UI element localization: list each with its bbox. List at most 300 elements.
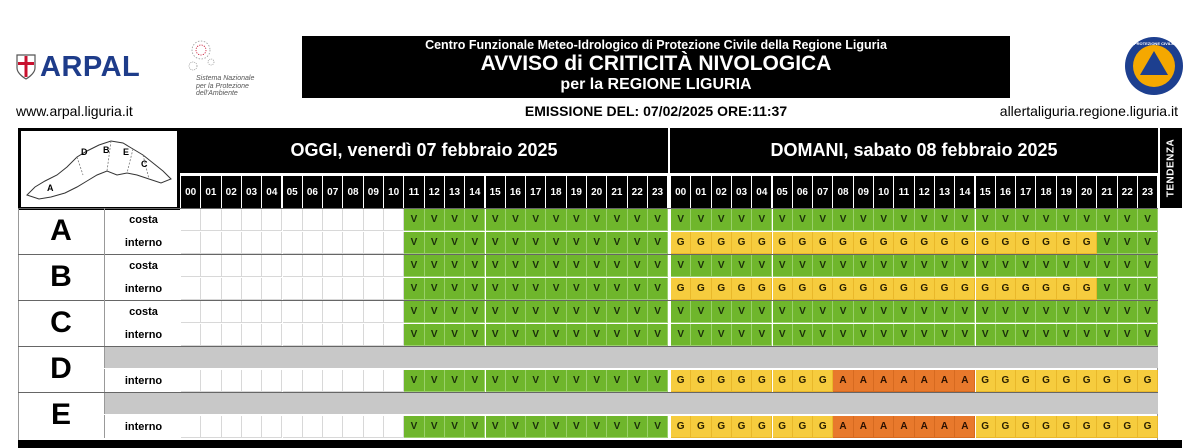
cell-b-costa-tomorrow-19: V (1057, 255, 1077, 277)
cell-e-interno-tomorrow-13: A (935, 416, 955, 438)
cell-a-interno-today-07 (323, 232, 343, 254)
cell-b-interno-tomorrow-15: G (976, 278, 996, 300)
cell-b-costa-today-13: V (445, 255, 465, 277)
cell-c-interno-today-06 (303, 324, 323, 346)
hour-header-today-08: 08 (343, 176, 362, 208)
zone-b-interno-label: interno (104, 277, 182, 300)
cell-a-interno-today-21: V (607, 232, 627, 254)
cell-e-interno-today-12: V (425, 416, 445, 438)
hour-header-today-22: 22 (628, 176, 647, 208)
cell-c-interno-tomorrow-11: V (894, 324, 914, 346)
map-label-a: A (47, 183, 54, 193)
cell-c-costa-today-05 (283, 301, 303, 323)
cell-a-costa-today-17: V (526, 209, 546, 231)
cell-a-interno-tomorrow-23: V (1138, 232, 1158, 254)
cell-b-costa-today-14: V (465, 255, 485, 277)
hour-header-tomorrow-17: 17 (1016, 176, 1035, 208)
cell-a-interno-today-18: V (546, 232, 566, 254)
cell-d-interno-tomorrow-19: G (1057, 370, 1077, 392)
cell-a-interno-tomorrow-14: G (955, 232, 975, 254)
cell-d-interno-tomorrow-07: G (813, 370, 833, 392)
cell-c-interno-tomorrow-19: V (1057, 324, 1077, 346)
cell-c-interno-today-04 (262, 324, 282, 346)
cell-d-interno-tomorrow-13: A (935, 370, 955, 392)
hour-header-today-03: 03 (242, 176, 261, 208)
cell-a-interno-today-02 (222, 232, 242, 254)
hour-header-tomorrow-07: 07 (813, 176, 832, 208)
zone-letter-c: C (50, 306, 72, 339)
cell-a-costa-today-07 (323, 209, 343, 231)
cell-b-interno-tomorrow-13: G (935, 278, 955, 300)
cell-a-costa-today-12: V (425, 209, 445, 231)
cell-a-costa-today-06 (303, 209, 323, 231)
cell-d-interno-today-13: V (445, 370, 465, 392)
cell-c-interno-today-12: V (425, 324, 445, 346)
cell-e-interno-tomorrow-23: G (1138, 416, 1158, 438)
cell-b-costa-today-06 (303, 255, 323, 277)
cell-e-interno-today-07 (323, 416, 343, 438)
cell-a-costa-tomorrow-22: V (1118, 209, 1138, 231)
cell-e-interno-tomorrow-19: G (1057, 416, 1077, 438)
cell-e-interno-tomorrow-12: A (915, 416, 935, 438)
cell-c-interno-today-15: V (486, 324, 506, 346)
cell-a-costa-today-08 (343, 209, 363, 231)
hour-header-tomorrow-08: 08 (833, 176, 852, 208)
cell-d-interno-today-04 (262, 370, 282, 392)
cell-e-interno-today-23: V (648, 416, 668, 438)
cell-c-costa-tomorrow-17: V (1016, 301, 1036, 323)
cell-a-interno-today-11: V (404, 232, 424, 254)
cell-c-interno-tomorrow-21: V (1097, 324, 1117, 346)
cell-b-interno-tomorrow-16: G (996, 278, 1016, 300)
cell-b-costa-today-07 (323, 255, 343, 277)
cell-c-costa-today-22: V (628, 301, 648, 323)
cell-c-interno-tomorrow-08: V (833, 324, 853, 346)
hour-header-tomorrow-14: 14 (955, 176, 974, 208)
cell-b-costa-today-04 (262, 255, 282, 277)
cell-c-costa-tomorrow-04: V (752, 301, 772, 323)
zone-c-costa-label: costa (104, 300, 182, 323)
cell-b-interno-today-10 (384, 278, 404, 300)
cell-b-interno-tomorrow-05: G (773, 278, 793, 300)
cell-a-costa-tomorrow-09: V (854, 209, 874, 231)
cell-b-interno-tomorrow-01: G (691, 278, 711, 300)
cell-c-interno-tomorrow-18: V (1036, 324, 1056, 346)
hour-header-today-13: 13 (445, 176, 464, 208)
cell-e-interno-today-03 (242, 416, 262, 438)
cell-b-costa-tomorrow-18: V (1036, 255, 1056, 277)
cell-a-costa-today-22: V (628, 209, 648, 231)
cell-b-costa-today-11: V (404, 255, 424, 277)
cell-a-interno-today-10 (384, 232, 404, 254)
cell-e-interno-tomorrow-21: G (1097, 416, 1117, 438)
cell-d-interno-today-05 (283, 370, 303, 392)
cell-b-interno-tomorrow-09: G (854, 278, 874, 300)
cell-a-costa-tomorrow-16: V (996, 209, 1016, 231)
cell-c-costa-today-14: V (465, 301, 485, 323)
cell-b-costa-today-12: V (425, 255, 445, 277)
cell-e-interno-tomorrow-22: G (1118, 416, 1138, 438)
cell-e-interno-tomorrow-05: G (773, 416, 793, 438)
cell-a-interno-today-08 (343, 232, 363, 254)
cell-c-costa-today-00 (181, 301, 201, 323)
cell-c-interno-tomorrow-17: V (1016, 324, 1036, 346)
cell-c-costa-today-18: V (546, 301, 566, 323)
cell-a-interno-tomorrow-20: G (1077, 232, 1097, 254)
cell-b-interno-tomorrow-04: G (752, 278, 772, 300)
cell-c-costa-today-17: V (526, 301, 546, 323)
cell-b-costa-today-20: V (587, 255, 607, 277)
hour-header-today-17: 17 (526, 176, 545, 208)
cell-a-costa-tomorrow-03: V (732, 209, 752, 231)
cell-a-interno-today-15: V (486, 232, 506, 254)
cell-b-costa-today-00 (181, 255, 201, 277)
cell-e-interno-today-15: V (486, 416, 506, 438)
cell-c-interno-today-00 (181, 324, 201, 346)
zone-letter-e: E (50, 398, 71, 431)
hour-header-today-14: 14 (465, 176, 484, 208)
cell-c-costa-today-04 (262, 301, 282, 323)
hour-header-today-21: 21 (607, 176, 626, 208)
bulletin-title-box (302, 36, 1010, 98)
cell-a-interno-tomorrow-06: G (793, 232, 813, 254)
cell-d-interno-tomorrow-20: G (1077, 370, 1097, 392)
cell-e-interno-tomorrow-07: G (813, 416, 833, 438)
cell-c-interno-tomorrow-22: V (1118, 324, 1138, 346)
cell-b-costa-tomorrow-21: V (1097, 255, 1117, 277)
cell-c-costa-tomorrow-23: V (1138, 301, 1158, 323)
cell-b-costa-tomorrow-12: V (915, 255, 935, 277)
bottom-divider (18, 440, 1182, 448)
hour-header-tomorrow-03: 03 (732, 176, 751, 208)
cell-a-costa-today-02 (222, 209, 242, 231)
cell-c-costa-today-03 (242, 301, 262, 323)
cell-e-interno-today-05 (283, 416, 303, 438)
cell-e-interno-today-10 (384, 416, 404, 438)
cell-c-costa-tomorrow-01: V (691, 301, 711, 323)
cell-b-interno-tomorrow-06: G (793, 278, 813, 300)
cell-c-interno-today-08 (343, 324, 363, 346)
cell-a-costa-today-01 (201, 209, 221, 231)
cell-c-interno-tomorrow-15: V (976, 324, 996, 346)
hour-header-tomorrow-13: 13 (935, 176, 954, 208)
cell-b-costa-tomorrow-04: V (752, 255, 772, 277)
cell-c-interno-today-17: V (526, 324, 546, 346)
cell-c-costa-today-09 (364, 301, 384, 323)
cell-a-interno-today-00 (181, 232, 201, 254)
cell-e-interno-tomorrow-08: A (833, 416, 853, 438)
hour-header-today-23: 23 (648, 176, 667, 208)
hour-header-tomorrow-20: 20 (1077, 176, 1096, 208)
hour-header-tomorrow-05: 05 (773, 176, 792, 208)
cell-a-interno-today-09 (364, 232, 384, 254)
cell-d-interno-today-23: V (648, 370, 668, 392)
cell-b-costa-today-02 (222, 255, 242, 277)
cell-d-interno-today-14: V (465, 370, 485, 392)
cell-b-interno-today-00 (181, 278, 201, 300)
hour-header-tomorrow-10: 10 (874, 176, 893, 208)
cell-e-interno-today-02 (222, 416, 242, 438)
cell-b-costa-tomorrow-13: V (935, 255, 955, 277)
cell-b-interno-tomorrow-07: G (813, 278, 833, 300)
cell-d-interno-today-06 (303, 370, 323, 392)
cell-a-costa-tomorrow-17: V (1016, 209, 1036, 231)
cell-b-interno-today-08 (343, 278, 363, 300)
cell-b-interno-today-01 (201, 278, 221, 300)
cell-c-interno-today-18: V (546, 324, 566, 346)
cell-c-costa-tomorrow-16: V (996, 301, 1016, 323)
cell-e-interno-today-14: V (465, 416, 485, 438)
cell-a-costa-tomorrow-00: V (671, 209, 691, 231)
cell-a-interno-tomorrow-13: G (935, 232, 955, 254)
cell-a-interno-tomorrow-21: V (1097, 232, 1117, 254)
cell-d-interno-today-10 (384, 370, 404, 392)
cell-c-interno-tomorrow-10: V (874, 324, 894, 346)
cell-b-interno-tomorrow-12: G (915, 278, 935, 300)
cell-c-interno-today-09 (364, 324, 384, 346)
cell-d-interno-tomorrow-14: A (955, 370, 975, 392)
cell-b-costa-tomorrow-09: V (854, 255, 874, 277)
emission-datetime: EMISSIONE DEL: 07/02/2025 ORE:11:37 (524, 103, 788, 119)
cell-e-interno-today-17: V (526, 416, 546, 438)
cell-d-interno-today-07 (323, 370, 343, 392)
cell-b-interno-tomorrow-02: G (712, 278, 732, 300)
cell-c-costa-today-13: V (445, 301, 465, 323)
cell-d-interno-tomorrow-01: G (691, 370, 711, 392)
cell-b-interno-today-16: V (506, 278, 526, 300)
cell-c-interno-today-20: V (587, 324, 607, 346)
cell-e-interno-tomorrow-16: G (996, 416, 1016, 438)
cell-a-costa-tomorrow-13: V (935, 209, 955, 231)
arpal-logo-text: ARPAL (40, 51, 141, 83)
hour-header-today-05: 05 (283, 176, 302, 208)
cell-c-interno-tomorrow-07: V (813, 324, 833, 346)
allerta-website-link[interactable]: allertaliguria.regione.liguria.it (999, 103, 1178, 119)
hour-header-tomorrow-22: 22 (1118, 176, 1137, 208)
cell-b-costa-tomorrow-10: V (874, 255, 894, 277)
cell-a-costa-today-13: V (445, 209, 465, 231)
cell-a-costa-today-18: V (546, 209, 566, 231)
cell-a-costa-tomorrow-20: V (1077, 209, 1097, 231)
cell-e-interno-today-00 (181, 416, 201, 438)
zone-b-costa-label: costa (104, 254, 182, 277)
cell-d-interno-tomorrow-04: G (752, 370, 772, 392)
cell-b-interno-today-13: V (445, 278, 465, 300)
hour-header-tomorrow-09: 09 (854, 176, 873, 208)
cell-b-costa-today-05 (283, 255, 303, 277)
cell-b-costa-tomorrow-05: V (773, 255, 793, 277)
cell-c-interno-tomorrow-04: V (752, 324, 772, 346)
cell-a-costa-tomorrow-06: V (793, 209, 813, 231)
cell-a-costa-tomorrow-12: V (915, 209, 935, 231)
cell-e-interno-today-19: V (567, 416, 587, 438)
zone-d-no-coast-band (104, 347, 1158, 368)
cell-a-interno-today-12: V (425, 232, 445, 254)
hour-header-tomorrow-23: 23 (1138, 176, 1157, 208)
hour-header-today-01: 01 (201, 176, 220, 208)
cell-b-costa-today-09 (364, 255, 384, 277)
cell-c-costa-tomorrow-10: V (874, 301, 894, 323)
hour-header-tomorrow-11: 11 (894, 176, 913, 208)
pc-logo-text: PROTEZIONE CIVILE (1133, 41, 1175, 46)
cell-d-interno-today-15: V (486, 370, 506, 392)
cell-a-costa-today-00 (181, 209, 201, 231)
cell-c-interno-tomorrow-16: V (996, 324, 1016, 346)
cell-d-interno-tomorrow-08: A (833, 370, 853, 392)
cell-c-costa-tomorrow-00: V (671, 301, 691, 323)
cell-a-interno-today-06 (303, 232, 323, 254)
cell-c-costa-tomorrow-09: V (854, 301, 874, 323)
day-header-tomorrow: DOMANI, sabato 08 febbraio 2025 (670, 128, 1158, 173)
map-label-e: E (123, 147, 130, 157)
cell-a-costa-tomorrow-19: V (1057, 209, 1077, 231)
trend-column-header (1160, 128, 1182, 208)
zone-letter-d: D (50, 352, 72, 385)
cell-b-costa-tomorrow-06: V (793, 255, 813, 277)
cell-c-interno-today-03 (242, 324, 262, 346)
zone-map (18, 128, 180, 210)
cell-c-costa-tomorrow-12: V (915, 301, 935, 323)
cell-b-interno-today-12: V (425, 278, 445, 300)
cell-b-interno-today-23: V (648, 278, 668, 300)
hour-header-today-06: 06 (303, 176, 322, 208)
cell-d-interno-tomorrow-21: G (1097, 370, 1117, 392)
cell-a-interno-tomorrow-19: G (1057, 232, 1077, 254)
cell-b-interno-today-15: V (486, 278, 506, 300)
cell-b-interno-tomorrow-14: G (955, 278, 975, 300)
cell-a-interno-tomorrow-18: G (1036, 232, 1056, 254)
cell-d-interno-tomorrow-18: G (1036, 370, 1056, 392)
cell-b-interno-tomorrow-08: G (833, 278, 853, 300)
cell-c-costa-today-15: V (486, 301, 506, 323)
cell-e-interno-today-22: V (628, 416, 648, 438)
cell-d-interno-tomorrow-17: G (1016, 370, 1036, 392)
cell-b-costa-today-18: V (546, 255, 566, 277)
cell-d-interno-today-19: V (567, 370, 587, 392)
cell-a-interno-tomorrow-08: G (833, 232, 853, 254)
cell-a-costa-today-10 (384, 209, 404, 231)
cell-a-costa-tomorrow-04: V (752, 209, 772, 231)
cell-c-interno-today-23: V (648, 324, 668, 346)
cell-d-interno-tomorrow-11: A (894, 370, 914, 392)
cell-c-interno-tomorrow-02: V (712, 324, 732, 346)
map-label-b: B (103, 145, 110, 155)
cell-a-interno-tomorrow-04: G (752, 232, 772, 254)
cell-c-interno-tomorrow-06: V (793, 324, 813, 346)
cell-a-interno-tomorrow-15: G (976, 232, 996, 254)
hour-header-today-15: 15 (486, 176, 505, 208)
cell-a-interno-today-22: V (628, 232, 648, 254)
cell-a-costa-today-11: V (404, 209, 424, 231)
liguria-map-icon (21, 131, 177, 207)
cell-b-interno-today-06 (303, 278, 323, 300)
cell-e-interno-tomorrow-15: G (976, 416, 996, 438)
cell-c-interno-tomorrow-01: V (691, 324, 711, 346)
protezione-civile-logo-icon (1124, 36, 1184, 96)
zone-e-no-coast-band (104, 393, 1158, 414)
cell-c-interno-tomorrow-05: V (773, 324, 793, 346)
arpal-website-link[interactable]: www.arpal.liguria.it (16, 103, 133, 119)
cell-d-interno-today-22: V (628, 370, 648, 392)
cell-b-costa-today-21: V (607, 255, 627, 277)
cell-c-interno-tomorrow-23: V (1138, 324, 1158, 346)
cell-b-interno-tomorrow-10: G (874, 278, 894, 300)
cell-a-interno-tomorrow-12: G (915, 232, 935, 254)
cell-d-interno-today-02 (222, 370, 242, 392)
zone-letter-a: A (50, 214, 72, 247)
cell-a-interno-tomorrow-01: G (691, 232, 711, 254)
cell-a-interno-today-16: V (506, 232, 526, 254)
cell-a-costa-today-03 (242, 209, 262, 231)
cell-c-interno-tomorrow-00: V (671, 324, 691, 346)
cell-c-costa-tomorrow-05: V (773, 301, 793, 323)
zone-e-interno-label: interno (104, 415, 182, 438)
cell-a-interno-tomorrow-10: G (874, 232, 894, 254)
cell-b-costa-today-08 (343, 255, 363, 277)
hour-header-today-10: 10 (384, 176, 403, 208)
cell-d-interno-today-21: V (607, 370, 627, 392)
cell-b-costa-tomorrow-16: V (996, 255, 1016, 277)
cell-b-interno-today-14: V (465, 278, 485, 300)
cell-b-interno-today-22: V (628, 278, 648, 300)
cell-a-costa-today-14: V (465, 209, 485, 231)
cell-a-costa-today-20: V (587, 209, 607, 231)
cell-b-costa-today-16: V (506, 255, 526, 277)
cell-a-costa-tomorrow-15: V (976, 209, 996, 231)
cell-e-interno-today-18: V (546, 416, 566, 438)
cell-d-interno-today-18: V (546, 370, 566, 392)
cell-b-costa-tomorrow-20: V (1077, 255, 1097, 277)
hour-header-today-04: 04 (262, 176, 281, 208)
cell-e-interno-today-11: V (404, 416, 424, 438)
cell-d-interno-today-00 (181, 370, 201, 392)
cell-a-costa-tomorrow-01: V (691, 209, 711, 231)
hour-header-tomorrow-12: 12 (915, 176, 934, 208)
cell-a-costa-tomorrow-18: V (1036, 209, 1056, 231)
cell-a-interno-today-05 (283, 232, 303, 254)
hour-header-tomorrow-04: 04 (752, 176, 771, 208)
cell-b-interno-tomorrow-21: V (1097, 278, 1117, 300)
cell-c-costa-today-23: V (648, 301, 668, 323)
cell-b-interno-tomorrow-17: G (1016, 278, 1036, 300)
cell-a-costa-tomorrow-23: V (1138, 209, 1158, 231)
cell-d-interno-today-16: V (506, 370, 526, 392)
cell-c-costa-tomorrow-02: V (712, 301, 732, 323)
cell-b-costa-tomorrow-02: V (712, 255, 732, 277)
cell-c-interno-today-01 (201, 324, 221, 346)
cell-d-interno-today-01 (201, 370, 221, 392)
cell-a-costa-tomorrow-21: V (1097, 209, 1117, 231)
cell-a-interno-today-14: V (465, 232, 485, 254)
cell-c-interno-today-19: V (567, 324, 587, 346)
hour-header-today-20: 20 (587, 176, 606, 208)
cell-a-interno-tomorrow-22: V (1118, 232, 1138, 254)
cell-b-costa-tomorrow-01: V (691, 255, 711, 277)
cell-c-interno-today-16: V (506, 324, 526, 346)
cell-d-interno-tomorrow-23: G (1138, 370, 1158, 392)
cell-c-interno-tomorrow-09: V (854, 324, 874, 346)
cell-a-costa-tomorrow-02: V (712, 209, 732, 231)
cell-d-interno-tomorrow-12: A (915, 370, 935, 392)
cell-e-interno-tomorrow-14: A (955, 416, 975, 438)
cell-c-costa-tomorrow-20: V (1077, 301, 1097, 323)
cell-b-costa-today-15: V (486, 255, 506, 277)
cell-c-interno-tomorrow-12: V (915, 324, 935, 346)
hour-header-tomorrow-00: 00 (671, 176, 690, 208)
cell-b-costa-tomorrow-14: V (955, 255, 975, 277)
cell-c-costa-tomorrow-06: V (793, 301, 813, 323)
cell-a-costa-tomorrow-08: V (833, 209, 853, 231)
